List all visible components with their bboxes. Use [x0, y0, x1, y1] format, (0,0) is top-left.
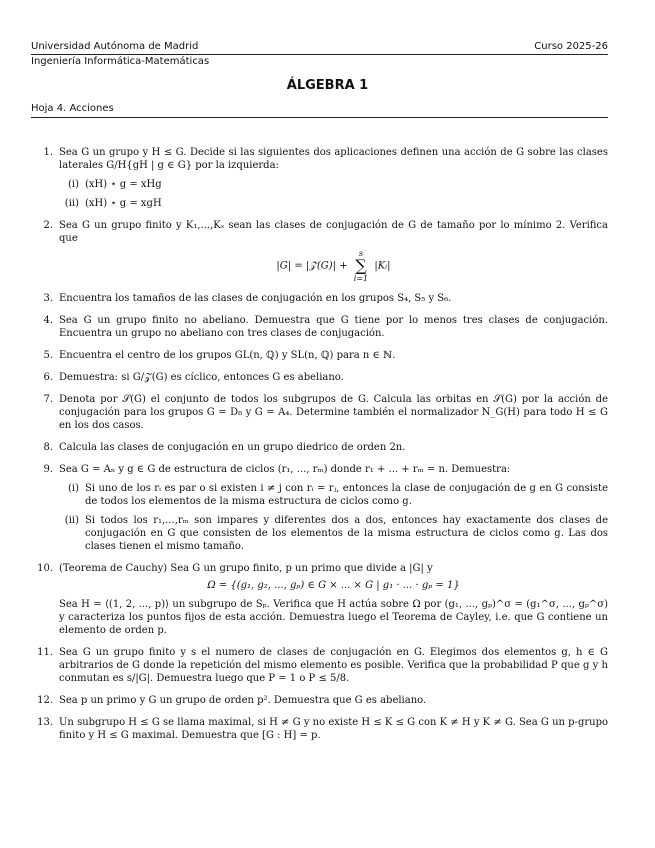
exercise-4: 4. Sea G un grupo finito no abeliano. Demuestra que G tiene por lo menos tres clases de conjugación. Encuentra un grupo no abeliano con tres clases de conjugación.: [43, 315, 608, 339]
exercise-text: Sea G un grupo finito y K₁,...,Kₛ sean las clases de conjugación de G de tamaño por lo mínimo 2. Verifica que: [59, 220, 608, 244]
sub-item: (i) Si uno de los rᵢ es par o si existen i ≠ j con rᵢ = rⱼ, entonces la clase de conjugación de g en G consiste de todos los elementos de la misma estructura de ciclos como g.: [67, 483, 608, 507]
exercise-text: Sea G = Aₙ y g ∈ G de estructura de ciclos (r₁, ..., rₘ) donde r₁ + ... + rₘ = n. Demuestra:: [59, 464, 511, 475]
exercise-text: Demuestra: si G/𝒵(G) es cíclico, entonces G es abeliano.: [59, 372, 344, 383]
sub-item: (ii) (xH) ⋆ g = xgH: [64, 198, 162, 209]
university-name: Universidad Autónoma de Madrid: [31, 41, 199, 52]
page-title: ÁLGEBRA 1: [286, 78, 369, 93]
header-rule: [31, 54, 608, 55]
display-formula: |G| = |𝒵(G)| + s ∑ i=1 |Kᵢ|: [276, 249, 391, 283]
exercise-1: 1. Sea G un grupo y H ≤ G. Decide si las siguientes dos aplicaciones definen una acción de G sobre las clases laterales G/H{gH | g ∈ G} por la izquierda: (i) (xH) ⋆ g = xHg (ii) (xH) ⋆ g = xgH: [43, 147, 608, 209]
exercise-text: Sea G un grupo y H ≤ G. Decide si las siguientes dos aplicaciones definen una acción de G sobre las clases laterales G/H{gH | g ∈ G} por la izquierda:: [59, 147, 608, 171]
exercise-text: Sea G un grupo finito y s el numero de clases de conjugación en G. Elegimos dos elementos g, h ∈ G arbitrarios de G donde la repetición del mismo elemento es posible. Verifica que la probabilidad P que g y h conmutan es s/|G|. Demuestra luego que P = 1 o P ≤ 5/8.: [59, 647, 608, 684]
display-formula: Ω = {(g₁, g₂, ..., gₚ) ∈ G × ... × G | g₁ · ... · gₚ = 1}: [207, 580, 460, 591]
exercise-text: Calcula las clases de conjugación en un grupo diedrico de orden 2n.: [59, 442, 406, 453]
exercise-list: [31, 146, 608, 751]
degree-name: Ingeniería Informática-Matemáticas: [31, 56, 210, 67]
summation: s ∑ i=1: [353, 249, 369, 283]
sub-item: (ii) Si todos los r₁,...,rₘ son impares y diferentes dos a dos, entonces hay exactamente dos clases de conjugación en G que consisten de los elementos de la misma estructura de ciclos como g. Las dos clases tienen el mismo tamaño.: [64, 515, 608, 552]
exercise-text: Encuentra los tamaños de las clases de conjugación en los grupos S₄, S₅ y S₆.: [59, 293, 452, 304]
sub-item: (i) (xH) ⋆ g = xHg: [67, 179, 162, 190]
exercise-7: 7. Denota por 𝒮(G) el conjunto de todos los subgrupos de G. Calcula las orbitas en 𝒮(G) por la acción de conjugación para los grupos G = D₈ y G = A₄. Determine también el normalizador N_G(H) para todo H ≤ G en los dos casos.: [43, 394, 608, 431]
title-rule: [31, 117, 608, 118]
exercise-text: Denota por 𝒮(G) el conjunto de todos los subgrupos de G. Calcula las orbitas en 𝒮(G) por la acción de conjugación para los grupos G = D₈ y G = A₄. Determine también el normalizador N_G(H) para todo H ≤ G en los dos casos.: [59, 394, 608, 431]
exercise-text-continued: Sea H = ⟨(1, 2, ..., p)⟩ un subgrupo de Sₚ. Verifica que H actúa sobre Ω por (g₁, ..., gₚ)^σ = (g₁^σ, ..., gₚ^σ) y caracteriza los puntos fijos de esta acción. Demuestra luego el Teorema de Cayley, i.e. que G contiene un elemento de orden p.: [59, 599, 608, 636]
exercise-text: Sea G un grupo finito no abeliano. Demuestra que G tiene por lo menos tres clases de conjugación. Encuentra un grupo no abeliano con tres clases de conjugación.: [59, 315, 608, 339]
exercise-3: 3. Encuentra los tamaños de las clases de conjugación en los grupos S₄, S₅ y S₆.: [43, 293, 452, 304]
exercise-12: 12. Sea p un primo y G un grupo de orden p². Demuestra que G es abeliano.: [37, 695, 427, 706]
exercise-text: (Teorema de Cauchy) Sea G un grupo finito, p un primo que divide a |G| y: [59, 563, 433, 574]
exercise-5: 5. Encuentra el centro de los grupos GL(n, ℚ) y SL(n, ℚ) para n ∈ ℕ.: [43, 350, 396, 361]
exercise-6: 6. Demuestra: si G/𝒵(G) es cíclico, entonces G es abeliano.: [43, 372, 344, 383]
exercise-text: Sea p un primo y G un grupo de orden p². Demuestra que G es abeliano.: [59, 695, 427, 706]
exercise-13: 13. Un subgrupo H ≤ G se llama maximal, si H ≠ G y no existe H ≤ K ≤ G con K ≠ H y K ≠ G. Sea G un p-grupo finito y H ≤ G maximal. Demuestra que [G : H] = p.: [37, 717, 608, 741]
exercise-text: Un subgrupo H ≤ G se llama maximal, si H ≠ G y no existe H ≤ K ≤ G con K ≠ H y K ≠ G. Sea G un p-grupo finito y H ≤ G maximal. Demuestra que [G : H] = p.: [59, 717, 608, 741]
exercise-9: 9. Sea G = Aₙ y g ∈ G de estructura de ciclos (r₁, ..., rₘ) donde r₁ + ... + rₘ = n. Demuestra: (i) Si uno de los rᵢ es par o si existen i ≠ j con rᵢ = rⱼ, entonces la clase de conjugación de g en G consiste de todos los elementos de la misma estructura de ciclos como g. (ii) Si todos los r₁,...,rₘ son impares y diferentes dos a dos, entonces hay exactamente dos clases de conjugación en G que consisten de los elementos de la misma estructura de ciclos como g. Las dos clases tienen el mismo tamaño.: [43, 464, 608, 552]
course-year: Curso 2025-26: [534, 41, 608, 52]
header-row: [31, 41, 608, 52]
exercise-11: 11. Sea G un grupo finito y s el numero de clases de conjugación en G. Elegimos dos elementos g, h ∈ G arbitrarios de G donde la repetición del mismo elemento es posible. Verifica que la probabilidad P que g y h conmutan es s/|G|. Demuestra luego que P = 1 o P ≤ 5/8.: [37, 647, 608, 684]
exercise-10: 10. (Teorema de Cauchy) Sea G un grupo finito, p un primo que divide a |G| y Ω = {(g₁, g₂, ..., gₚ) ∈ G × ... × G | g₁ · ... · gₚ = 1} Sea H = ⟨(1, 2, ..., p)⟩ un subgrupo de Sₚ. Verifica que H actúa sobre Ω por (g₁, ..., gₚ)^σ = (g₁^σ, ..., gₚ^σ) y caracteriza los puntos fijos de esta acción. Demuestra luego el Teorema de Cayley, i.e. que G contiene un elemento de orden p.: [37, 563, 608, 636]
sheet-title: Hoja 4. Acciones: [31, 103, 114, 114]
exercise-8: 8. Calcula las clases de conjugación en un grupo diedrico de orden 2n.: [43, 442, 406, 453]
exercise-2: 2. Sea G un grupo finito y K₁,...,Kₛ sean las clases de conjugación de G de tamaño por lo mínimo 2. Verifica que |G| = |𝒵(G)| + s ∑ i=1 |Kᵢ|: [43, 220, 608, 283]
exercise-text: Encuentra el centro de los grupos GL(n, ℚ) y SL(n, ℚ) para n ∈ ℕ.: [59, 350, 396, 361]
